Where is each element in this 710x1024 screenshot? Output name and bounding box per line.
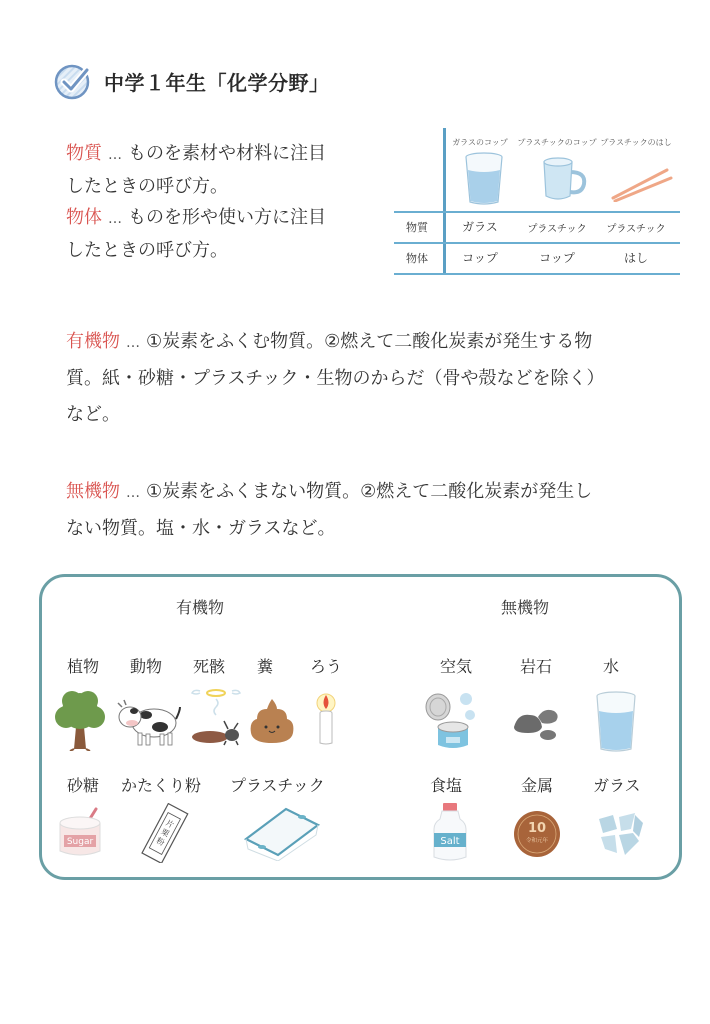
row-label-object: 物体 — [406, 252, 428, 265]
plastic-mug-icon — [542, 156, 590, 204]
term-substance: 物質 — [66, 143, 102, 164]
cow-icon — [116, 697, 182, 749]
svg-text:栗: 栗 — [159, 827, 171, 839]
example-label: 金属 — [521, 776, 554, 795]
example-label: かたくり粉 — [121, 776, 202, 795]
example-label: 死骸 — [193, 657, 226, 676]
column-header: ガラスのコップ — [452, 138, 508, 147]
substance-object-table — [394, 128, 680, 276]
chopsticks-icon — [609, 166, 673, 202]
example-label: ガラス — [593, 776, 641, 795]
term-object: 物体 — [66, 207, 102, 228]
cell-substance: ガラス — [462, 220, 498, 234]
salt-bottle-icon — [430, 801, 470, 863]
broken-glass-icon — [595, 809, 647, 857]
column-header: プラスチックのコップ — [517, 138, 597, 147]
example-label: 水 — [603, 657, 620, 676]
tree-icon — [52, 687, 108, 751]
starch-packet-icon — [134, 803, 194, 863]
ten-yen-coin-icon — [513, 810, 561, 858]
page-header — [52, 60, 330, 102]
inorganic-definition: 無機物 … ①炭素をふくまない物質。②燃えて二酸化炭素が発生し ない物質。塩・水・ガラスなど。 — [66, 481, 593, 539]
definition-object: 物体 … ものを形や使い方に注目 したときの呼び方。 — [66, 207, 326, 261]
svg-text:令和元年: 令和元年 — [525, 838, 549, 844]
term-organic: 有機物 — [66, 331, 120, 352]
glass-cup-icon — [464, 152, 504, 206]
example-label: 砂糖 — [67, 776, 100, 795]
example-label: 食塩 — [430, 776, 463, 795]
column-header: プラスチックのはし — [600, 138, 672, 147]
row-label-substance: 物質 — [406, 221, 428, 234]
cell-substance: プラスチック — [606, 224, 666, 235]
example-label: ろう — [310, 657, 343, 676]
cell-substance: プラスチック — [527, 224, 587, 235]
definitions-section — [66, 138, 376, 266]
open-can-air-icon — [422, 691, 482, 751]
dead-insect-icon — [188, 685, 246, 751]
water-glass-icon — [594, 691, 638, 753]
organic-heading: 有機物 — [176, 598, 225, 617]
example-label: 岩石 — [520, 657, 553, 676]
sugar-pot-icon — [56, 805, 104, 859]
term-inorganic: 無機物 — [66, 481, 120, 502]
svg-text:Salt: Salt — [440, 836, 460, 847]
plastic-container-icon — [242, 805, 322, 861]
check-circle-icon — [52, 60, 94, 102]
page-title: 中学１年生「化学分野」 — [104, 70, 330, 95]
cell-object: コップ — [462, 251, 498, 265]
svg-text:10: 10 — [527, 821, 547, 836]
svg-text:Sugar: Sugar — [66, 837, 94, 847]
example-label: 糞 — [257, 657, 274, 676]
example-label: 植物 — [67, 657, 100, 676]
svg-text:片: 片 — [164, 818, 176, 831]
example-label: プラスチック — [230, 776, 325, 795]
svg-text:粉: 粉 — [154, 836, 167, 848]
cell-object: コップ — [539, 251, 575, 265]
organic-definition: 有機物 … ①炭素をふくむ物質。②燃えて二酸化炭素が発生する物 質。紙・砂糖・プラスチック・生物のからだ（骨や殻などを除く） など。 — [66, 331, 605, 425]
rocks-icon — [510, 703, 566, 745]
poop-icon — [247, 697, 297, 745]
cell-object: はし — [623, 251, 648, 265]
example-label: 動物 — [130, 657, 163, 676]
example-label: 空気 — [440, 657, 473, 676]
examples-box — [39, 574, 682, 880]
inorganic-heading: 無機物 — [501, 598, 550, 617]
definition-substance: 物質 … ものを素材や材料に注目 したときの呼び方。 — [66, 143, 326, 197]
candle-icon — [314, 689, 338, 747]
